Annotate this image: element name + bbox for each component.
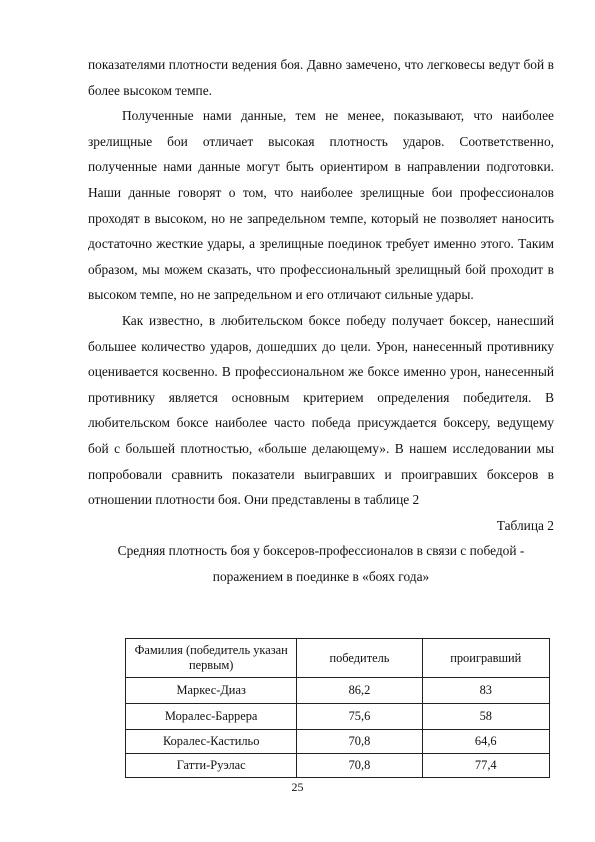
cell-winner: 86,2 (297, 678, 422, 704)
table-label: Таблица 2 (496, 517, 554, 533)
cell-pair: Гатти-Руэлас (126, 754, 297, 778)
cell-loser: 77,4 (422, 754, 549, 778)
results-table (125, 638, 550, 778)
cell-winner: 70,8 (297, 730, 422, 754)
cell-loser: 83 (422, 678, 549, 704)
paragraph-1: показателями плотности ведения боя. Давно замечено, что легковесы ведут бой в более высоком темпе. (88, 57, 554, 98)
paragraph-2: Полученные нами данные, тем не менее, показывают, что наиболее зрелищные бои отличает высокая плотность ударов. Соответственно, полученные нами данные могут быть ориентиром в направлении подготовки. Наши данные говорят о том, что наиболее зрелищные бои профессионалов проходят в высоком, но не запредельном темпе, который не позволяет наносить достаточно жесткие удары, а зрелищные поединок требует именно этого. Таким образом, мы можем сказать, что профессиональный зрелищный бой проходит в высоком темпе, но не запредельном и его отличают сильные удары. (88, 108, 554, 303)
document-body (88, 52, 554, 589)
header-winner: победитель (297, 639, 422, 678)
table-row (126, 754, 550, 778)
table-row (126, 704, 550, 730)
cell-pair: Моралес-Баррера (126, 704, 297, 730)
cell-pair: Коралес-Кастильо (126, 730, 297, 754)
table-row (126, 678, 550, 704)
cell-pair: Маркес-Диаз (126, 678, 297, 704)
header-loser: проигравший (422, 639, 549, 678)
cell-winner: 70,8 (297, 754, 422, 778)
cell-winner: 75,6 (297, 704, 422, 730)
table-header-row (126, 639, 550, 678)
table-title: Средняя плотность боя у боксеров-профессионалов в связи с победой - поражением в поединке в «боях года» (117, 543, 525, 584)
header-name: Фамилия (победитель указан первым) (126, 639, 297, 678)
cell-loser: 58 (422, 704, 549, 730)
cell-loser: 64,6 (422, 730, 549, 754)
page-number: 25 (291, 780, 304, 794)
table-row (126, 730, 550, 754)
paragraph-3: Как известно, в любительском боксе победу получает боксер, нанесший большее количество ударов, дошедших до цели. Урон, нанесенный противнику оценивается косвенно. В профессиональном же боксе именно урон, нанесенный противнику является основным критерием определения победителя. В любительском боксе наиболее часто победа присуждается боксеру, ведущему бой с большей плотностью, «больше делающему». В нашем исследовании мы попробовали сравнить показатели выигравших и проигравших боксеров в отношении плотности боя. Они представлены в таблице 2 (88, 312, 554, 508)
